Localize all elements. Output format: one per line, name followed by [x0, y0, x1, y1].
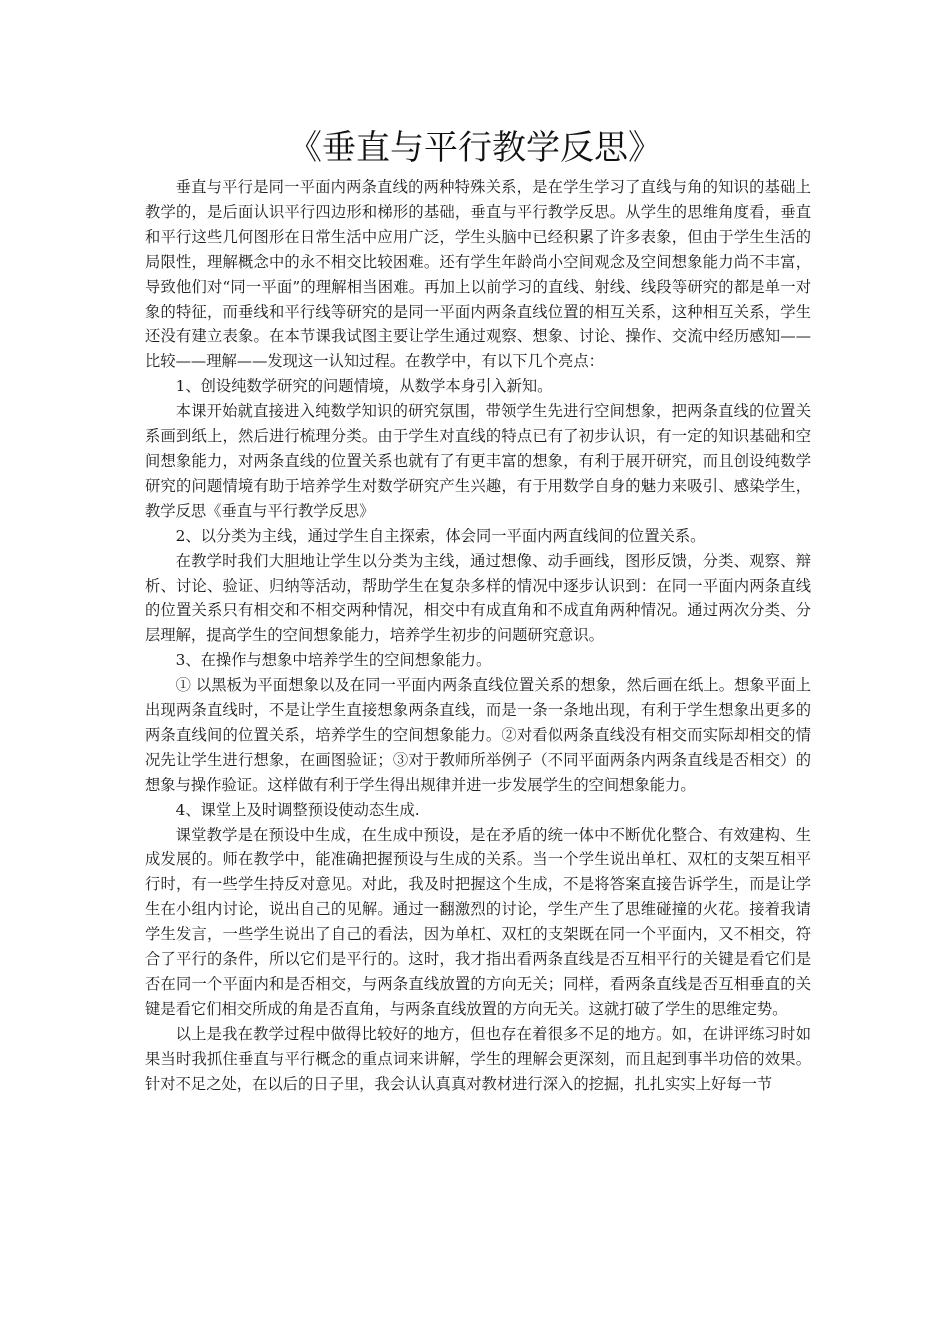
paragraph-intro: 垂直与平行是同一平面内两条直线的两种特殊关系，是在学生学习了直线与角的知识的基础上教学的，是后面认识平行四边形和梯形的基础，垂直与平行教学反思。从学生的思维角度看，垂直和平行这些几何图形在日常生活中应用广泛，学生头脑中已经积累了许多表象，但由于学生生活的局限性，理解概念中的永不相交比较困难。还有学生年龄尚小空间观念及空间想象能力尚不丰富，导致他们对“同一平面”的理解相当困难。再加上以前学习的直线、射线、线段等研究的都是单一对象的特征，而垂线和平行线等研究的是同一平面内两条直线位置的相互关系，这种相互关系，学生还没有建立表象。在本节课我试图主要让学生通过观察、想象、讨论、操作、交流中经历感知——比较——理解——发现这一认知过程。在教学中，有以下几个亮点： [145, 178, 811, 371]
paragraph-point-1: 本课开始就直接进入纯数学知识的研究氛围，带领学生先进行空间想象，把两条直线的位置关系画到纸上，然后进行梳理分类。由于学生对直线的特点已有了初步认识，有一定的知识基础和空间想象能力，对两条直线的位置关系也就有了有更丰富的想象，有利于展开研究，而且创设纯数学研究的问题情境有助于培养学生对数学研究产生兴趣，有于用数学自身的魅力来吸引、感染学生，教学反思《垂直与平行教学反思》 [145, 402, 811, 520]
heading-point-3: 3、在操作与想象中培养学生的空间想象能力。 [175, 651, 492, 670]
heading-point-1: 1、创设纯数学研究的问题情境，从数学本身引入新知。 [175, 377, 553, 396]
document-body [145, 175, 811, 1097]
paragraph-point-4: 课堂教学是在预设中生成，在生成中预设，是在矛盾的统一体中不断优化整合、有效建构、生成发展的。师在教学中，能准确把握预设与生成的关系。当一个学生说出单杠、双杠的支架互相平行时，有一些学生持反对意见。对此，我及时把握这个生成，不是将答案直接告诉学生，而是让学生在小组内讨论，说出自己的见解。通过一翻激烈的讨论，学生产生了思维碰撞的火花。接着我请学生发言，一些学生说出了自己的看法，因为单杠、双杠的支架既在同一个平面内，又不相交，符合了平行的条件，所以它们是平行的。这时，我才指出看两条直线是否互相平行的关键是看它们是否在同一个平面内和是否相交，与两条直线放置的方向无关；同样，看两条直线是否互相垂直的关键是看它们相交所成的角是否直角，与两条直线放置的方向无关。这就打破了学生的思维定势。 [145, 825, 811, 1018]
heading-point-2: 2、以分类为主线，通过学生自主探索，体会同一平面内两直线间的位置关系。 [175, 526, 706, 545]
paragraph-point-2: 在教学时我们大胆地让学生以分类为主线，通过想像、动手画线，图形反馈，分类、观察、辩析、讨论、验证、归纳等活动，帮助学生在复杂多样的情况中逐步认识到：在同一平面内两条直线的位置关系只有相交和不相交两种情况，相交中有成直角和不成直角两种情况。通过两次分类、分层理解，提高学生的空间想象能力，培养学生初步的问题研究意识。 [145, 551, 811, 645]
heading-point-4: 4、课堂上及时调整预设使动态生成. [175, 800, 420, 819]
document-title: 《垂直与平行教学反思》 [288, 128, 662, 168]
paragraph-conclusion: 以上是我在教学过程中做得比较好的地方，但也存在着很多不足的地方。如，在讲评练习时如果当时我抓住垂直与平行概念的重点词来讲解，学生的理解会更深刻，而且起到事半功倍的效果。针对不足之处，在以后的日子里，我会认认真真对教材进行深入的挖掘，扎扎实实上好每一节 [145, 1024, 811, 1093]
paragraph-point-3: ① 以黑板为平面想象以及在同一平面内两条直线位置关系的想象，然后画在纸上。想象平面上出现两条直线时，不是让学生直接想象两条直线，而是一条一条地出现，有利于学生想象出更多的两条直线间的位置关系，培养学生的空间想象能力。②对看似两条直线没有相交而实际却相交的情况先让学生进行想象，在画图验证；③对于教师所举例子（不同平面两条内两条直线是否相交）的想象与操作验证。这样做有利于学生得出规律并进一步发展学生的空间想象能力。 [145, 676, 811, 794]
